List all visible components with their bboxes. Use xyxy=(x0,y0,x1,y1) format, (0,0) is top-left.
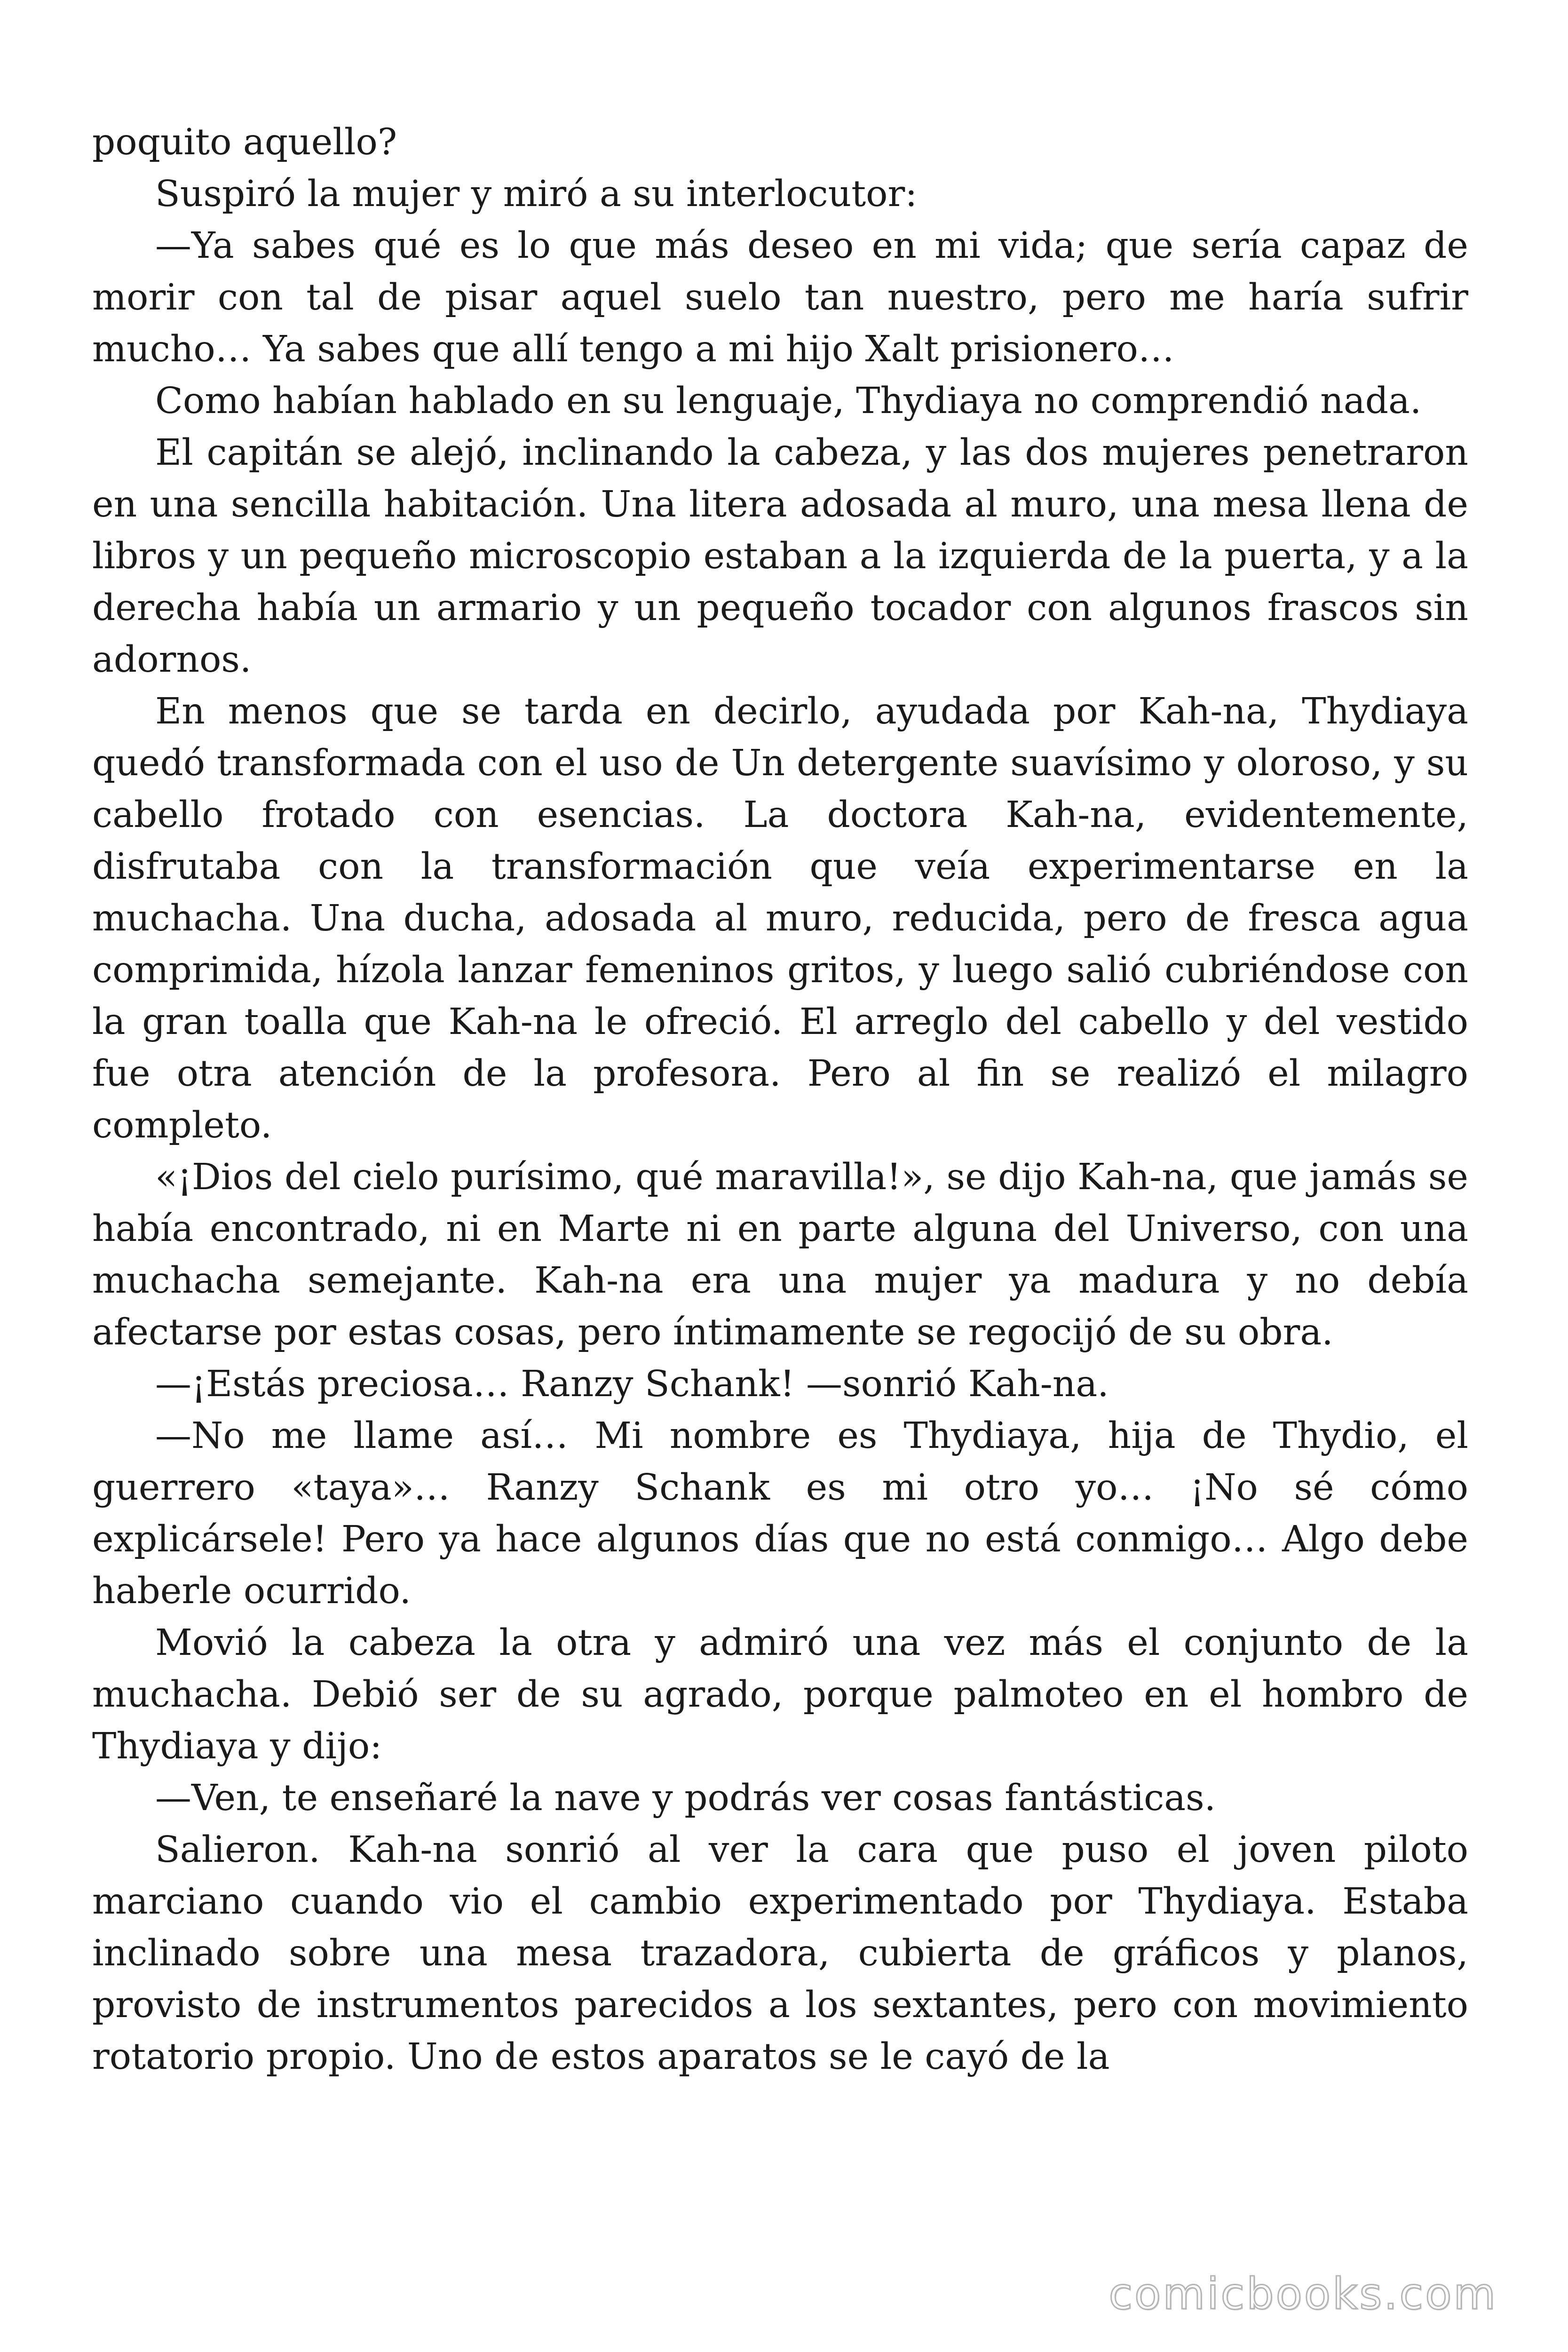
paragraph-continuation: poquito aquello? xyxy=(92,121,397,163)
paragraph: Salieron. Kah-na sonrió al ver la cara que puso el joven piloto marciano cuando vio el cambio experimentado por Thydiaya. Estaba inclinado sobre una mesa trazadora, cubierta de gráficos y planos, provisto de instrumentos parecidos a los sextantes, pero con movimiento rotatorio propio. Uno de estos aparatos se le cayó de la xyxy=(92,1829,1468,2078)
paragraph-dialogue: —No me llame así… Mi nombre es Thydiaya, hija de Thydio, el guerrero «taya»… Ranzy Schank es mi otro yo… ¡No sé cómo explicársele! Pero ya hace algunos días que no está conmigo… Algo debe haberle ocurrido. xyxy=(92,1415,1468,1612)
paragraph-dialogue: —Ya sabes qué es lo que más deseo en mi vida; que sería capaz de morir con tal de pisar aquel suelo tan nuestro, pero me haría sufrir mucho… Ya sabes que allí tengo a mi hijo Xalt prisionero… xyxy=(92,225,1468,370)
paragraph-dialogue: —Ven, te enseñaré la nave y podrás ver cosas fantásticas. xyxy=(155,1777,1216,1819)
paragraph-dialogue: —¡Estás preciosa… Ranzy Schank! —sonrió Kah-na. xyxy=(155,1363,1109,1405)
paragraph: Como habían hablado en su lenguaje, Thydiaya no comprendió nada. xyxy=(155,380,1422,422)
paragraph: Movió la cabeza la otra y admiró una vez más el conjunto de la muchacha. Debió ser de su agrado, porque palmoteo en el hombro de Thydiaya y dijo: xyxy=(92,1622,1468,1767)
watermark: comicbooks.com xyxy=(1109,2269,1497,2319)
paragraph: Suspiró la mujer y miró a su interlocutor: xyxy=(155,173,918,215)
paragraph: «¡Dios del cielo purísimo, qué maravilla!», se dijo Kah-na, que jamás se había encontrado, ni en Marte ni en parte alguna del Universo, con una muchacha semejante. Kah-na era una mujer ya madura y no debía afectarse por estas cosas, pero íntimamente se regocijó de su obra. xyxy=(92,1156,1468,1353)
paragraph: El capitán se alejó, inclinando la cabeza, y las dos mujeres penetraron en una sencilla habitación. Una litera adosada al muro, una mesa llena de libros y un pequeño microscopio estaban a la izquierda de la puerta, y a la derecha había un armario y un pequeño tocador con algunos frascos sin adornos. xyxy=(92,432,1468,681)
body-text xyxy=(92,117,1468,2083)
paragraph: En menos que se tarda en decirlo, ayudada por Kah-na, Thydiaya quedó transformada con el uso de Un detergente suavísimo y oloroso, y su cabello frotado con esencias. La doctora Kah-na, evidentemente, disfrutaba con la transformación que veía experimentarse en la muchacha. Una ducha, adosada al muro, reducida, pero de fresca agua comprimida, hízola lanzar femeninos gritos, y luego salió cubriéndose con la gran toalla que Kah-na le ofreció. El arreglo del cabello y del vestido fue otra atención de la profesora. Pero al fin se realizó el milagro completo. xyxy=(92,691,1468,1146)
